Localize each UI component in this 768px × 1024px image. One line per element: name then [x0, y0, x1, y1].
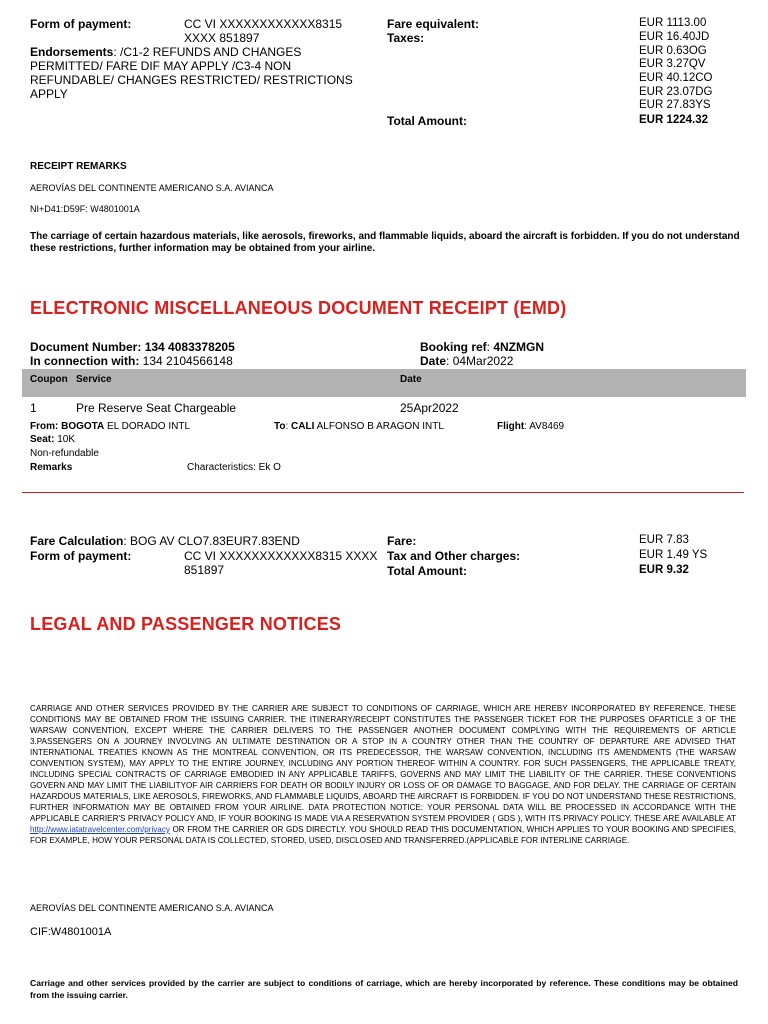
hazmat-notice: The carriage of certain hazardous materials, like aerosols, fireworks, and flammable liquids, aboard the aircraft is forbidden. If you do not understand these restrictions, further information may be obtained from your airline. [30, 231, 740, 254]
characteristics: Characteristics: Ek O [187, 462, 281, 473]
taxes-label: Taxes: [387, 31, 425, 45]
emd-form-of-payment-value: CC VI XXXXXXXXXXXX8315 XXXX 851897 [184, 549, 378, 577]
service-date: 25Apr2022 [400, 401, 459, 415]
fare-label: Fare: [387, 534, 417, 548]
receipt-remarks-title: RECEIPT REMARKS [30, 161, 127, 172]
to-location: To: CALI ALFONSO B ARAGON INTL [274, 421, 444, 432]
tax-charges-value: EUR 1.49 YS [639, 549, 708, 561]
tax-value: EUR 27.83YS [639, 99, 711, 111]
legal-body: CARRIAGE AND OTHER SERVICES PROVIDED BY THE CARRIER ARE SUBJECT TO CONDITIONS OF CARRIAGE, WHICH ARE HEREBY INCORPORATED BY REFERENCE. THESE CONDITIONS MAY BE OBTAINED FROM THE ISSUING CARRIER. THE ITINERARY/RECEIPT CONSTITUTES THE PASSENGER TICKET FOR THE PURPOSES OFARTICLE 3 OF THE WARSAW CONVENTION, EXCEPT WHERE THE CARRIER DELIVERS TO THE PASSENGER ANOTHER DOCUMENT COMPLYING WITH THE REQUIREMENTS OF ARTICLE 3.PASSENGERS ON A JOURNEY INVOLVING AN ULTIMATE DESTINATION OR A STOP IN A COUNTRY OTHER THAN THE COUNTRY OF DEPARTURE ARE ADVISED THAT INTERNATIONAL TREATIES KNOWN AS THE MONTREAL CONVENTION, OR ITS PREDECESSOR, THE WARSAW CONVENTION, INCLUDING ITS AMENDMENTS (THE WARSAW CONVENTION SYSTEM), MAY APPLY TO THE ENTIRE JOURNEY, INCLUDING ANY PORTION THEREOF WITHIN A COUNTRY. FOR SUCH PASSENGERS, THE APPLICABLE TREATY, INCLUDING SPECIAL CONTRACTS OF CARRIAGE EMBODIED IN ANY APPLICABLE TARIFFS, GOVERNS AND MAY LIMIT THE LIABILITY OF THE CARRIER. THESE CONVENTIONS GOVERN AND MAY LIMIT THE LIABILITYOF AIR CARRIERS FOR DEATH OR BODILY INJURY OR LOSS OF OR DAMAGE TO BAGGAGE, AND FOR DELAY. THE CARRIAGE OF CERTAIN HAZARDOUS MATERIALS, LIKE AEROSOLS, FIREWORKS, AND FLAMMABLE LIQUIDS, ABOARD THE AIRCRAFT IS FORBIDDEN. IF YOU DO NOT UNDERSTAND THESE RESTRICTIONS, FURTHER INFORMATION MAY BE OBTAINED FROM YOUR AIRLINE. DATA PROTECTION NOTICE: YOUR PERSONAL DATA WILL BE PROCESSED IN ACCORDANCE WITH THE APPLICABLE CARRIER'S PRIVACY POLICY AND, IF YOUR BOOKING IS MADE VIA A RESERVATION SYSTEM PROVIDER ( GDS ), WITH ITS PRIVACY POLICY. THESE ARE AVAILABLE AT http://www.iatatravelcenter.com/privacy OR FROM THE CARRIER OR GDS DIRECTLY. YOU SHOULD READ THIS DOCUMENTATION, WHICH APPLIES TO YOUR BOOKING AND SPECIFIES, FOR EXAMPLE, HOW YOUR PERSONAL DATA IS COLLECTED, STORED, USED, DISCLOSED AND TRANSFERRED.(APPLICABLE FOR INTERLINE CARRIAGE. [30, 704, 736, 845]
document-number: Document Number: 134 4083378205 [30, 340, 235, 354]
fare-value: EUR 7.83 [639, 534, 689, 546]
tax-value: EUR 16.40JD [639, 31, 710, 43]
form-of-payment-label: Form of payment: [30, 17, 132, 31]
total-amount-value: EUR 1224.32 [639, 114, 709, 126]
carrier-code: NI+D41:D59F: W4801001A [30, 204, 140, 214]
from-location: From: BOGOTA EL DORADO INTL [30, 421, 191, 432]
service-header: Service [76, 374, 112, 385]
remarks-label: Remarks [30, 462, 73, 473]
tax-value: EUR 40.12CO [639, 72, 713, 84]
legal-carrier-name: AEROVÍAS DEL CONTINENTE AMERICANO S.A. AVIANCA [30, 903, 274, 913]
refund-status: Non-refundable [30, 448, 99, 459]
carrier-name: AEROVÍAS DEL CONTINENTE AMERICANO S.A. AVIANCA [30, 183, 274, 193]
fare-calculation: Fare Calculation: BOG AV CLO7.83EUR7.83END [30, 534, 300, 548]
cif-number: CIF:W4801001A [30, 926, 112, 938]
form-of-payment-value: CC VI XXXXXXXXXXXX8315 XXXX 851897 [184, 17, 343, 45]
footer-notice: Carriage and other services provided by the carrier are subject to conditions of carriage, which are hereby incorporated by reference. These conditions may be obtained from the issuing carrier. [30, 978, 738, 1000]
tax-charges-label: Tax and Other charges: [387, 549, 521, 563]
coupon-number: 1 [30, 401, 37, 415]
emd-title: ELECTRONIC MISCELLANEOUS DOCUMENT RECEIPT (EMD) [30, 298, 567, 318]
total-amount-label: Total Amount: [387, 114, 467, 128]
emd-total-value: EUR 9.32 [639, 564, 689, 576]
endorsements: Endorsements: /C1-2 REFUNDS AND CHANGES PERMITTED/ FARE DIF MAY APPLY /C3-4 NON REFUNDABLE/ CHANGES RESTRICTED/ RESTRICTIONS APPLY [30, 45, 353, 101]
in-connection-with: In connection with: 134 2104566148 [30, 354, 233, 368]
emd-date: Date: 04Mar2022 [420, 354, 514, 368]
coupon-header: Coupon [30, 374, 68, 385]
fare-equivalent-value: EUR 1113.00 [639, 17, 707, 29]
service-name: Pre Reserve Seat Chargeable [76, 401, 237, 415]
emd-total-label: Total Amount: [387, 564, 467, 578]
table-header [22, 369, 746, 397]
booking-ref: Booking ref: 4NZMGN [420, 340, 545, 354]
section-divider [22, 492, 744, 493]
flight-number: Flight: AV8469 [497, 421, 565, 432]
legal-title: LEGAL AND PASSENGER NOTICES [30, 614, 342, 634]
emd-form-of-payment-label: Form of payment: [30, 549, 132, 563]
tax-value: EUR 0.63OG [639, 45, 707, 57]
tax-value: EUR 23.07DG [639, 86, 713, 98]
date-header: Date [400, 374, 422, 385]
seat: Seat: 10K [30, 434, 76, 445]
fare-equivalent-label: Fare equivalent: [387, 17, 480, 31]
privacy-link[interactable]: http://www.iatatravelcenter.com/privacy [30, 825, 170, 834]
tax-value: EUR 3.27QV [639, 58, 706, 70]
